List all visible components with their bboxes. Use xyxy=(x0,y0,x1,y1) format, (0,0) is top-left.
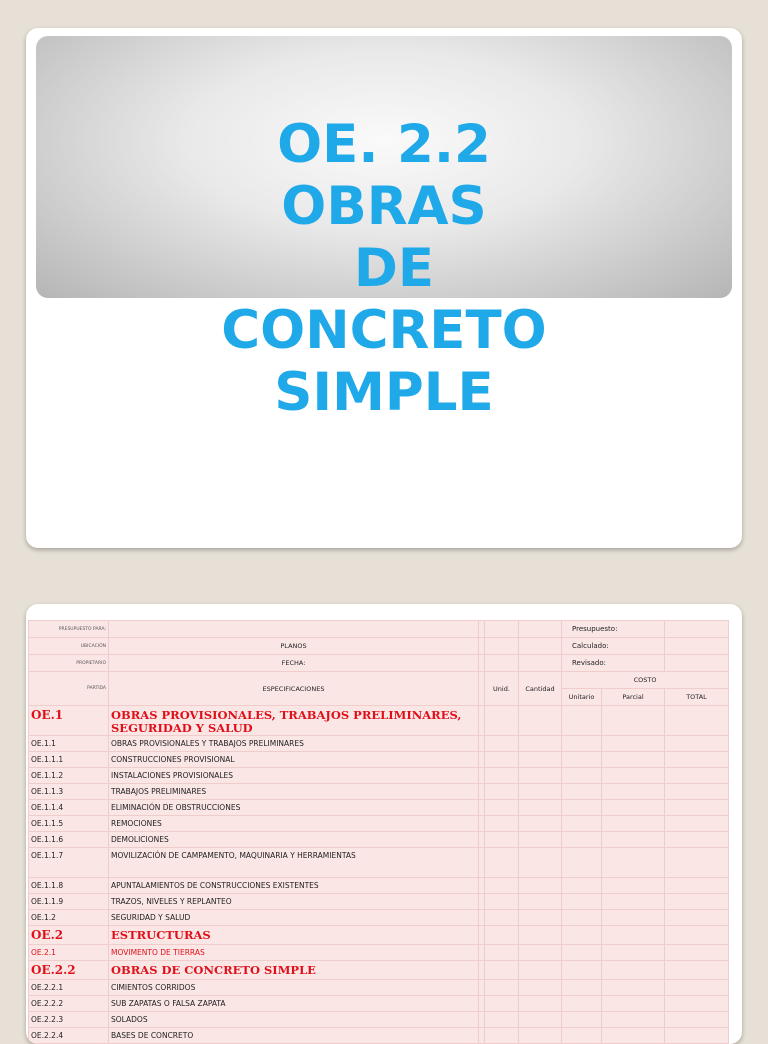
partida-code: OE.1.1 xyxy=(29,736,109,752)
partida-code: OE.2.2 xyxy=(29,961,109,980)
item-description: BASES DE CONCRETO xyxy=(109,1028,479,1044)
item-description: ESTRUCTURAS xyxy=(109,926,479,945)
presupuesto-para-label: PRESUPUESTO PARA: xyxy=(29,621,109,638)
calculado-label: Calculado: xyxy=(562,638,665,655)
item-description: OBRAS PROVISIONALES Y TRABAJOS PRELIMINARES xyxy=(109,736,479,752)
presupuesto-label: Presupuesto: xyxy=(562,621,665,638)
partida-code: OE.1.1.2 xyxy=(29,768,109,784)
table-row xyxy=(29,736,729,752)
partida-code: OE.1.1.6 xyxy=(29,832,109,848)
budget-spreadsheet xyxy=(28,620,729,1044)
table-row xyxy=(29,894,729,910)
partida-code: OE.1.1.9 xyxy=(29,894,109,910)
unid-header: Unid. xyxy=(485,672,519,706)
partida-code: OE.2.2.1 xyxy=(29,980,109,996)
item-description: OBRAS DE CONCRETO SIMPLE xyxy=(109,961,479,980)
item-description: MOVIMENTO DE TIERRAS xyxy=(109,945,479,961)
item-description: TRABAJOS PRELIMINARES xyxy=(109,784,479,800)
title-line-3: DE xyxy=(353,238,435,299)
table-row xyxy=(29,945,729,961)
partida-label: PARTIDA xyxy=(29,672,109,706)
revisado-label: Revisado: xyxy=(562,655,665,672)
item-description: SUB ZAPATAS O FALSA ZAPATA xyxy=(109,996,479,1012)
budget-slide xyxy=(26,604,742,1044)
title-line-1: OE. 2.2 xyxy=(277,114,491,175)
item-description: TRAZOS, NIVELES Y REPLANTEO xyxy=(109,894,479,910)
item-description: CONSTRUCCIONES PROVISIONAL xyxy=(109,752,479,768)
table-row xyxy=(29,926,729,945)
item-description: DEMOLICIONES xyxy=(109,832,479,848)
item-description: APUNTALAMIENTOS DE CONSTRUCCIONES EXISTENTES xyxy=(109,878,479,894)
item-description: SOLADOS xyxy=(109,1012,479,1028)
table-row xyxy=(29,816,729,832)
partida-code: OE.2.2.2 xyxy=(29,996,109,1012)
partida-code: OE.1.1.7 xyxy=(29,848,109,878)
partida-code: OE.2.2.4 xyxy=(29,1028,109,1044)
table-row xyxy=(29,1012,729,1028)
partida-code: OE.1.1.1 xyxy=(29,752,109,768)
partida-code: OE.1.2 xyxy=(29,910,109,926)
table-row xyxy=(29,800,729,816)
partida-code: OE.2.1 xyxy=(29,945,109,961)
table-row xyxy=(29,832,729,848)
table-row xyxy=(29,878,729,894)
table-row xyxy=(29,910,729,926)
title-line-2: OBRAS xyxy=(281,176,487,237)
partida-code: OE.1.1.5 xyxy=(29,816,109,832)
planos-label: PLANOS xyxy=(109,638,479,655)
partida-code: OE.1.1.8 xyxy=(29,878,109,894)
table-row xyxy=(29,996,729,1012)
partida-code: OE.2 xyxy=(29,926,109,945)
slide-title xyxy=(26,114,742,424)
unitario-header: Unitario xyxy=(562,689,602,706)
item-description: OBRAS PROVISIONALES, TRABAJOS PRELIMINARES, SEGURIDAD Y SALUD xyxy=(109,706,479,736)
table-row xyxy=(29,961,729,980)
costo-header: COSTO xyxy=(562,672,729,689)
fecha-label: FECHA: xyxy=(109,655,479,672)
especificaciones-header: ESPECIFICACIONES xyxy=(109,672,479,706)
partida-code: OE.2.2.3 xyxy=(29,1012,109,1028)
title-line-5: SIMPLE xyxy=(274,362,494,423)
title-line-4: CONCRETO xyxy=(221,300,547,361)
item-description: ELIMINACIÓN DE OBSTRUCCIONES xyxy=(109,800,479,816)
table-row xyxy=(29,784,729,800)
table-row xyxy=(29,980,729,996)
item-description: REMOCIONES xyxy=(109,816,479,832)
parcial-header: Parcial xyxy=(602,689,665,706)
table-row xyxy=(29,848,729,878)
item-description: MOVILIZACIÓN DE CAMPAMENTO, MAQUINARIA Y HERRAMIENTAS xyxy=(109,848,479,878)
title-slide xyxy=(26,28,742,548)
partida-code: OE.1 xyxy=(29,706,109,736)
propietario-label: PROPIETARIO xyxy=(29,655,109,672)
table-row xyxy=(29,1028,729,1044)
ubicacion-label: UBICACIÓN xyxy=(29,638,109,655)
table-row xyxy=(29,752,729,768)
table-row xyxy=(29,706,729,736)
partida-code: OE.1.1.3 xyxy=(29,784,109,800)
item-description: INSTALACIONES PROVISIONALES xyxy=(109,768,479,784)
item-description: SEGURIDAD Y SALUD xyxy=(109,910,479,926)
total-header: TOTAL xyxy=(665,689,729,706)
item-description: CIMIENTOS CORRIDOS xyxy=(109,980,479,996)
partida-code: OE.1.1.4 xyxy=(29,800,109,816)
cantidad-header: Cantidad xyxy=(519,672,562,706)
table-row xyxy=(29,768,729,784)
